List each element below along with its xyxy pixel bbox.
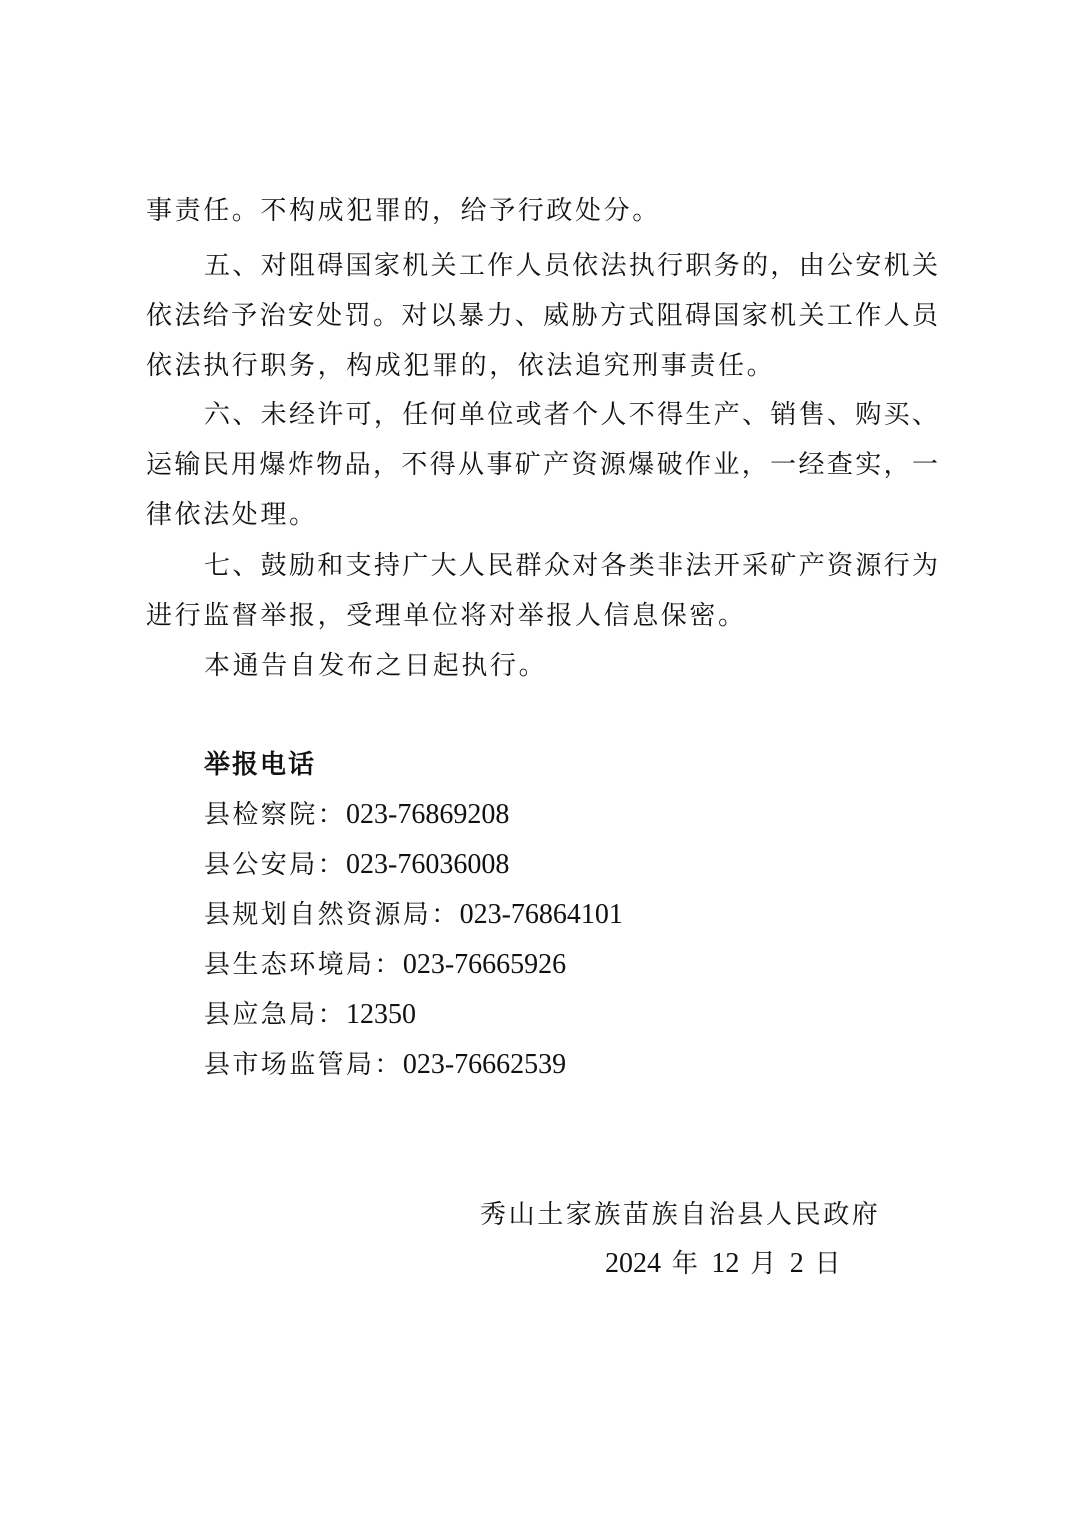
- hotline-number: 023-76864101: [459, 899, 623, 930]
- hotline-number: 023-76665926: [402, 949, 567, 980]
- hotline-entry: [204, 889, 623, 941]
- hotline-number: 023-76869208: [346, 799, 510, 830]
- hotline-number: 023-76036008: [346, 849, 510, 880]
- body-line-10: 本通告自发布之日起执行。: [204, 651, 548, 681]
- hotline-number: 023-76662539: [402, 1049, 567, 1080]
- hotline-label: 县生态环境局：: [204, 950, 403, 980]
- issuer-name: 秀山土家族苗族自治县人民政府: [480, 1200, 881, 1230]
- hotline-label: 县应急局：: [204, 1000, 347, 1030]
- hotline-number: 12350: [346, 999, 417, 1030]
- hotline-label: 县检察院：: [204, 800, 347, 830]
- date-year-unit: 年: [671, 1249, 701, 1279]
- body-line-9: 进行监督举报，受理单位将对举报人信息保密。: [146, 601, 747, 631]
- body-line-6: 运输民用爆炸物品，不得从事矿产资源爆破作业，一经查实，一: [146, 450, 938, 480]
- body-line-4: 依法执行职务，构成犯罪的，依法追究刑事责任。: [146, 351, 776, 381]
- body-line-3: 依法给予治安处罚。对以暴力、威胁方式阻碍国家机关工作人员: [146, 301, 938, 331]
- hotline-entry: [204, 789, 509, 841]
- hotline-label: 县市场监管局：: [204, 1050, 403, 1080]
- body-line-7: 律依法处理。: [146, 500, 318, 530]
- date-month-unit: 月: [750, 1249, 779, 1279]
- hotline-entry: [204, 989, 416, 1041]
- date-month: 12: [711, 1248, 740, 1279]
- issue-date: [605, 1238, 843, 1290]
- hotline-heading: 举报电话: [204, 750, 317, 780]
- body-line-1: 事责任。不构成犯罪的，给予行政处分。: [146, 196, 661, 226]
- date-day: 2: [789, 1248, 804, 1279]
- hotline-entry: [204, 1039, 566, 1091]
- body-line-5: 六、未经许可，任何单位或者个人不得生产、销售、购买、: [204, 400, 938, 430]
- hotline-entry: [204, 939, 566, 991]
- date-day-unit: 日: [814, 1249, 844, 1279]
- date-year: 2024: [605, 1248, 661, 1279]
- hotline-label: 县规划自然资源局：: [204, 900, 460, 930]
- body-line-8: 七、鼓励和支持广大人民群众对各类非法开采矿产资源行为: [204, 551, 938, 581]
- hotline-entry: [204, 839, 509, 891]
- body-line-2: 五、对阻碍国家机关工作人员依法执行职务的，由公安机关: [204, 251, 938, 281]
- hotline-label: 县公安局：: [204, 850, 347, 880]
